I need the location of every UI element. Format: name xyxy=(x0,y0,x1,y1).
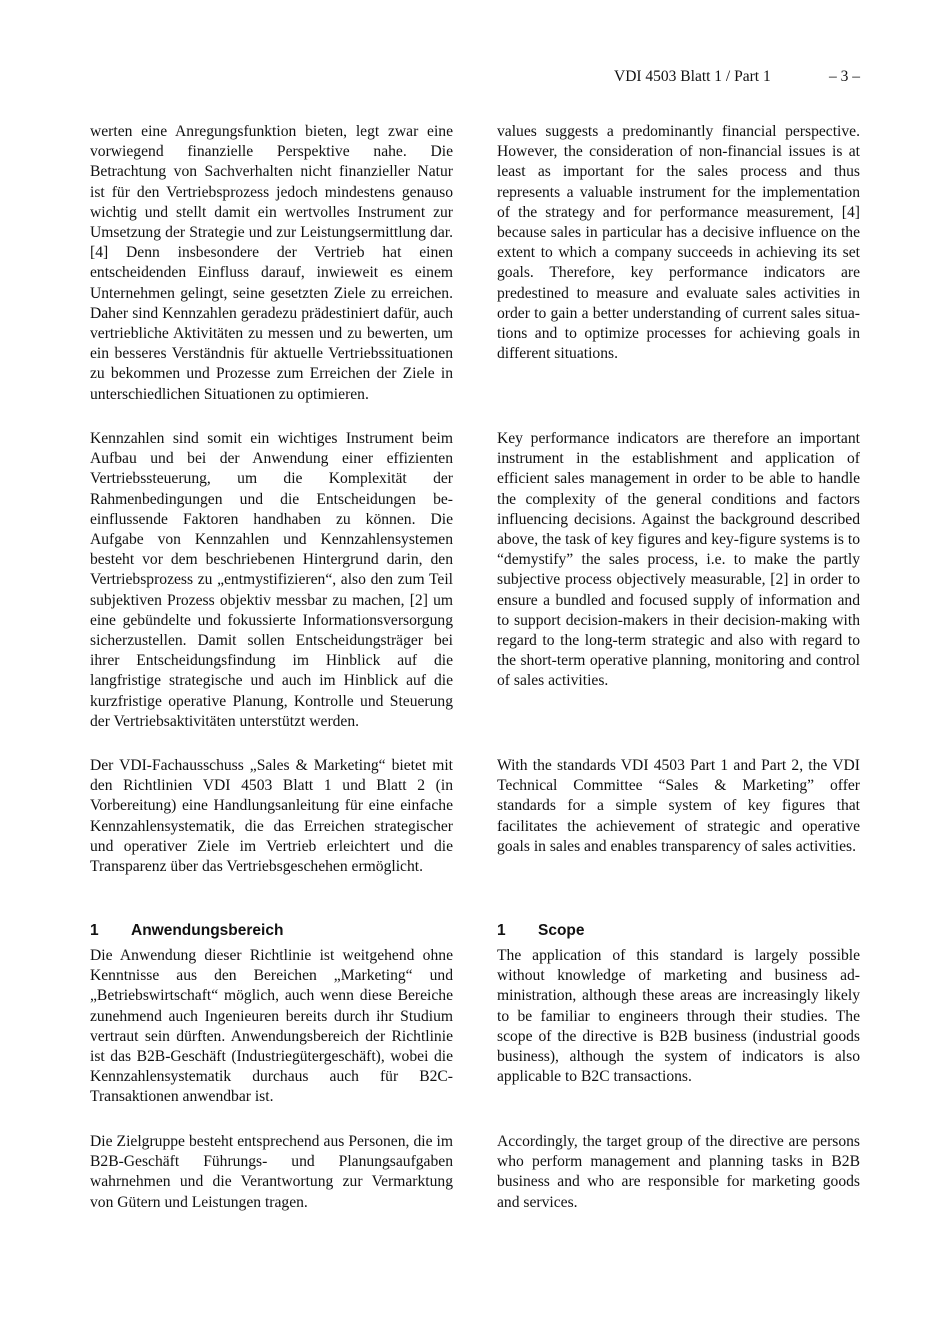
english-paragraph-1: values suggests a predominantly financial perspective. However, the consideration of non-financial issues is at least as important for the sales process and thus represents a valuable instrument for the implementation of the strategy and for performance measurement, [4] because sales in particular has a decisive influence on the extent to which a company succeeds in achieving its set goals. Therefore, key performance indicators are predestined to measure and evaluate sales activities in order to gain a better understanding of current sales situations and to optimize processes for achieving goals in different situations. xyxy=(497,123,860,363)
section-number: 1 xyxy=(497,922,506,939)
german-paragraph-2: Kennzahlen sind somit ein wichtiges Instrument beim Aufbau und bei der Anwendung einer effizienten Vertriebssteuerung, um die Komplexität der Rahmenbedingungen und die Entscheidungen beeinflussende Faktoren handhaben zu können. Die Aufgabe von Kennzahlen und Kennzahlensystemen besteht vor dem beschriebenen Hintergrund darin, den Vertriebsprozess zu „entmystifizieren“, also den zum Teil subjektiven Prozess objektiv messbar zu machen, [2] um eine gebündelte und fokussierte Informationsversorgung sicherzustellen. Damit sollen Entscheidungsträger bei ihrer Entscheidungsfindung im Hinblick auf die langfristige strategische und auch im Hinblick auf die kurzfristige operative Planung, Kontrolle und Steuerung der Vertriebsaktivitäten unterstützt werden. xyxy=(90,430,453,730)
german-paragraph-5: Die Zielgruppe besteht entsprechend aus Personen, die im B2B-Geschäft Führungs- und Planungsaufgaben wahrnehmen und die Verantwortung zur Vermarktung von Gütern und Leistungen tragen. xyxy=(90,1133,453,1211)
english-paragraph-5: Accordingly, the target group of the directive are persons who perform management and planning tasks in B2B business and who are responsible for marketing goods and services. xyxy=(497,1133,860,1211)
german-section-heading xyxy=(90,921,283,941)
german-paragraph-4: Die Anwendung dieser Richtlinie ist weitgehend ohne Kenntnisse aus den Bereichen „Marketing“ und „Betriebswirtschaft“ möglich, auch wenn diese Bereiche zunehmend auch Ingenieuren bereits durch ihr Studium vertraut sein dürften. Anwendungsbereich der Richtlinie ist das B2B-Geschäft (Industriegütergeschäft), wobei die Kennzahlensystematik durchaus auch für B2C-Transaktionen anwendbar ist. xyxy=(90,947,453,1106)
page-number: – 3 – xyxy=(829,68,860,85)
english-paragraph-3: With the standards VDI 4503 Part 1 and Part 2, the VDI Technical Committee “Sales & Marketing” offer standards for a simple system of key figures that facilitates the achievement of strategic and operative goals in sales and enables transparency of sales activities. xyxy=(497,757,860,855)
english-paragraph-2: Key performance indicators are therefore an important instrument in the establishment and application of efficient sales management in order to be able to handle the complexity of the general conditions and factors influencing decisions. Against the background described above, the task of key figures and key-figure systems is to “demystify” the sales process, i.e. to make the partly subjective process objectively measurable, [2] in order to ensure a bundled and focused supply of information and to support decision-makers in their decision-making with regard to the long-term strategic and also with regard to the short-term operative planning, monitoring and control of sales activities. xyxy=(497,430,860,690)
section-number: 1 xyxy=(90,922,99,939)
german-paragraph-3: Der VDI-Fachausschuss „Sales & Marketing“ bietet mit den Richtlinien VDI 4503 Blatt 1 und Blatt 2 (in Vorbereitung) eine Handlungsanleitung für eine einfache Kennzahlensystematik, die das Erreichen strategischer und operativer Ziele im Vertrieb erleichtert und die Transparenz über das Vertriebsgeschehen ermöglicht. xyxy=(90,757,453,876)
section-title: Scope xyxy=(538,922,585,939)
german-paragraph-1: werten eine Anregungsfunktion bieten, legt zwar eine vorwiegend finanzielle Perspektive nahe. Die Betrachtung von Sachverhalten nicht finanzieller Natur ist für den Vertriebsprozess jedoch mindestens genauso wichtig und stellt damit ein wertvolles Instrument zur Umsetzung der Strategie und zur Leistungsermittlung dar. [4] Denn insbesondere der Vertrieb hat einen entscheidenden Einfluss darauf, inwieweit es einem Unternehmen gelingt, seine gesetzten Ziele zu erreichen. Daher sind Kennzahlen geradezu prädestiniert dafür, auch vertriebliche Aktivitäten zu messen und zu bewerten, um ein besseres Verständnis für aktuelle Vertriebssituationen zu bekommen und Prozesse zum Erreichen der Ziele in unterschiedlichen Situationen zu optimieren. xyxy=(90,123,453,403)
english-section-heading xyxy=(497,921,585,941)
standard-reference: VDI 4503 Blatt 1 / Part 1 xyxy=(614,68,771,85)
section-title: Anwendungsbereich xyxy=(131,922,284,939)
english-paragraph-4: The application of this standard is largely possible without knowledge of marketing and business administration, although these areas are increasingly likely to be familiar to engineers through their studies. The scope of the directive is B2B business (industrial goods business), although the system of indicators is also applicable to B2C transactions. xyxy=(497,947,860,1086)
